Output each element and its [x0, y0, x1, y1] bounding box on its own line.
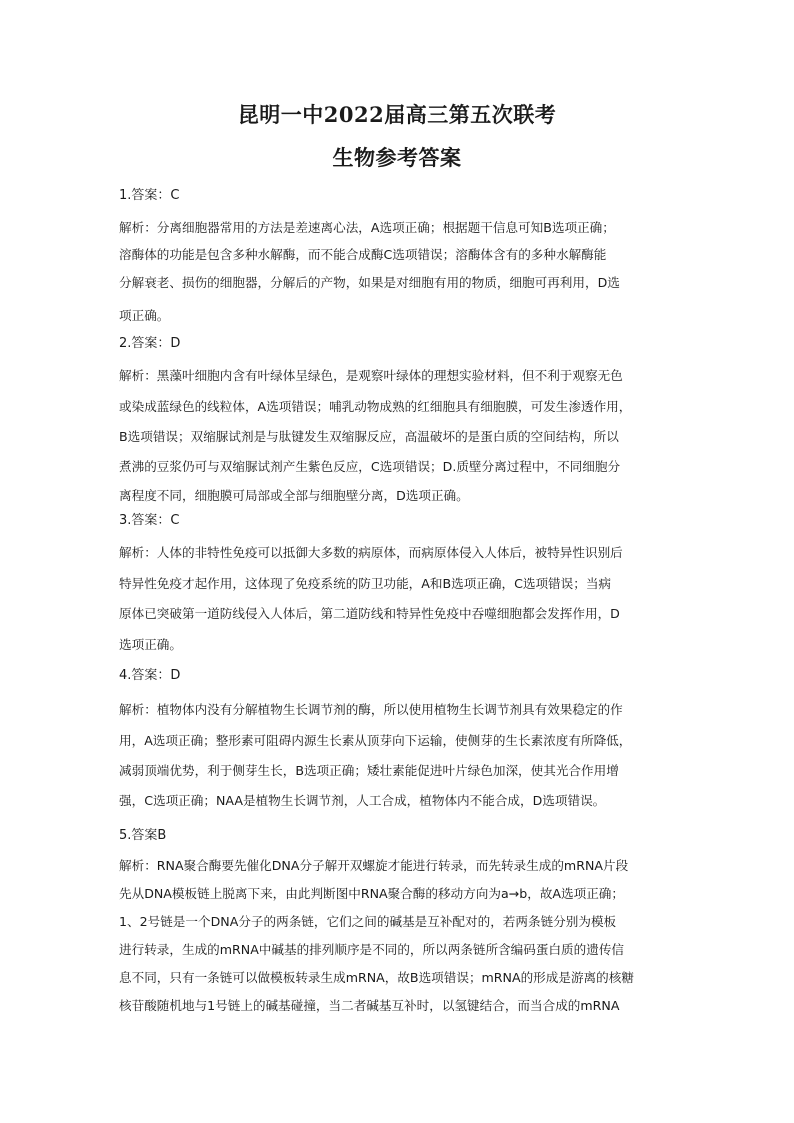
document-title: 昆明一中2022届高三第五次联考	[237, 102, 557, 127]
q2-answer: 2.答案：D	[119, 336, 181, 351]
q3-answer: 3.答案：C	[119, 513, 180, 528]
q3-explanation-line: 原体已突破第一道防线侵入人体后，第二道防线和特异性免疫中吞噬细胞都会发挥作用，D	[119, 606, 620, 621]
q4-explanation-line: 减弱顶端优势，利于侧芽生长，B选项正确；矮壮素能促进叶片绿色加深，使其光合作用增	[119, 763, 619, 778]
q5-explanation-line: 1、2号链是一个DNA分子的两条链，它们之间的碱基是互补配对的，若两条链分别为模板	[119, 914, 617, 929]
q1-answer: 1.答案：C	[119, 188, 180, 203]
q4-explanation-line: 强，C选项正确；NAA是植物生长调节剂，人工合成，植物体内不能合成，D选项错误。	[119, 793, 606, 808]
document-subtitle: 生物参考答案	[332, 145, 462, 170]
q3-explanation-line: 解析：人体的非特性免疫可以抵御大多数的病原体，而病原体侵入人体后，被特异性识别后	[119, 545, 623, 560]
q5-explanation-line: 核苷酸随机地与1号链上的碱基碰撞，当二者碱基互补时，以氢键结合，而当合成的mRNA	[119, 998, 620, 1013]
q2-explanation-line: 解析：黑藻叶细胞内含有叶绿体呈绿色，是观察叶绿体的理想实验材料，但不利于观察无色	[119, 368, 623, 383]
q5-explanation-line: 先从DNA模板链上脱离下来，由此判断图中RNA聚合酶的移动方向为a→b，故A选项正确；	[119, 886, 624, 901]
q4-explanation-line: 用，A选项正确；整形素可阻碍内源生长素从顶芽向下运输，使侧芽的生长素浓度有所降低，	[119, 733, 632, 748]
q1-explanation-line: 解析：分离细胞器常用的方法是差速离心法，A选项正确；根据题干信息可知B选项正确；	[119, 220, 615, 235]
q5-explanation-line: 进行转录，生成的mRNA中碱基的排列顺序是不同的，所以两条链所含编码蛋白质的遗传信	[119, 942, 625, 957]
q4-answer: 4.答案：D	[119, 668, 181, 683]
q2-explanation-line: 或染成蓝绿色的线粒体，A选项错误；哺乳动物成熟的红细胞具有细胞膜，可发生渗透作用，	[119, 399, 632, 414]
q2-explanation-line: 煮沸的豆浆仍可与双缩脲试剂产生紫色反应，C选项错误；D.质壁分离过程中，不同细胞分	[119, 459, 621, 474]
q2-explanation-line: B选项错误；双缩脲试剂是与肽键发生双缩脲反应，高温破坏的是蛋白质的空间结构，所以	[119, 429, 619, 444]
q2-explanation-line: 离程度不同，细胞膜可局部或全部与细胞壁分离，D选项正确。	[119, 488, 469, 503]
q5-explanation-line: 息不同，只有一条链可以做模板转录生成mRNA，故B选项错误；mRNA的形成是游离的核糖	[119, 970, 634, 985]
q1-explanation-line: 分解衰老、损伤的细胞器，分解后的产物，如果是对细胞有用的物质，细胞可再利用，D选	[119, 275, 620, 290]
q1-explanation-line: 溶酶体的功能是包含多种水解酶，而不能合成酶C选项错误；溶酶体含有的多种水解酶能	[119, 247, 607, 262]
q5-answer: 5.答案B	[119, 828, 167, 843]
q4-explanation-line: 解析：植物体内没有分解植物生长调节剂的酶，所以使用植物生长调节剂具有效果稳定的作	[119, 702, 623, 717]
q3-explanation-line: 选项正确。	[119, 637, 182, 652]
q1-explanation-line: 项正确。	[119, 308, 170, 323]
q3-explanation-line: 特异性免疫才起作用，这体现了免疫系统的防卫功能，A和B选项正确，C选项错误；当病	[119, 576, 612, 591]
q5-explanation-line: 解析：RNA聚合酶要先催化DNA分子解开双螺旋才能进行转录，而先转录生成的mRNA片段	[119, 858, 629, 873]
